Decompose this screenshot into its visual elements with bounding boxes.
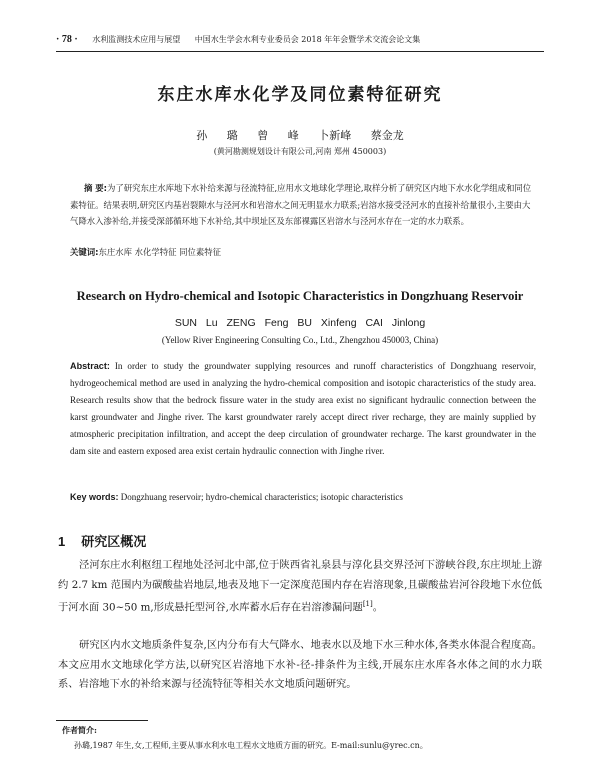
section-title: 研究区概况 [81,535,147,550]
conference-name: 中国水生学会水利专业委员会 2018 年年会暨学术交流会论文集 [194,35,421,44]
section-number: 1 [58,534,66,549]
page-number: · 78 · [56,34,78,45]
header-divider [56,51,544,52]
abstract-en-text: In order to study the groundwater supplying resources and runoff characteristics of Dongzhuang reservoir, hydrogeochemical method are used in analyzing the hydro-chemical composition and isotopic characteristics of the study area. Research results show that the bedrock fissure water in the study area exist no significant hydraulic connection between the karst groundwater and Jinghe river. The karst groundwater rarely accept direct river recharge, they are mainly supplied by atmospheric precipitation infiltration, and accept the deep circulation of groundwater recharge. The karst groundwater in the dam site and eastern exposed area exist certain hydraulic connection with Jinghe river. [70,361,536,456]
abstract-cn [70,180,538,230]
affiliation-en: (Yellow River Engineering Consulting Co., Ltd., Zhengzhou 450003, China) [161,335,439,345]
affiliation: (黄河勘测规划设计有限公司,河南 郑州 450003) [213,147,387,156]
authors: 孙 璐 曾 峰 卜新峰 蔡金龙 [196,129,404,142]
abstract-cn-label: 摘 要: [84,183,108,193]
keywords-en-label: Key words: [70,492,119,502]
body-paragraph-1 [58,556,542,618]
footnote-divider [56,720,148,721]
keywords-cn-label: 关键词: [70,247,99,257]
paragraph-1-end: 。 [372,601,384,614]
abstract-en-label: Abstract: [70,361,110,371]
section-heading [58,531,146,550]
author-footnote: 孙璐,1987 年生,女,工程师,主要从事水利水电工程水文地质方面的研究。E-mail:sunlu@yrec.cn。 [74,741,428,750]
keywords-en-text: Dongzhuang reservoir; hydro-chemical characteristics; isotopic characteristics [120,492,403,502]
paper-title: 东庄水库水化学及同位素特征研究 [157,85,443,105]
body-paragraph-2: 研究区内水文地质条件复杂,区内分布有大气降水、地表水以及地下水三种水体,各类水体混合程度高。本文应用水文地球化学方法,以研究区岩溶地下水补-径-排条件为主线,开展东庄水库各水体之间的水力联系、岩溶地下水的补给来源与径流特征等相关水文地质问题研究。 [58,639,542,690]
abstract-cn-text: 为了研究东庄水库地下水补给来源与径流特征,应用水文地球化学理论,取样分析了研究区内地下水水化学组成和同位素特征。结果表明,研究区内基岩裂隙水与泾河水和岩溶水之间无明显水力联系;岩溶水接受泾河水的直接补给量很小,主要由大气降水入渗补给,并接受深部循环地下水补给,其中坝址区及东部裸露区岩溶水与泾河水存在一定的水力联系。 [70,183,532,226]
keywords-en [70,492,403,502]
paper-title-en: Research on Hydro-chemical and Isotopic Characteristics in Dongzhuang Reservoir [76,289,524,303]
keywords-cn-text: 东庄水库 水化学特征 同位素特征 [98,247,222,257]
citation-ref[interactable]: [1] [362,600,373,608]
running-header [56,34,544,45]
paragraph-1-text: 泾河东庄水利枢纽工程地处泾河北中部,位于陕西省礼泉县与淳化县交界泾河下游峡谷段,东庄坝址上游约 2.7 km 范围内为碳酸盐岩地层,地表及地下一定深度范围内存在岩溶现象,且碳酸盐岩河谷段地下水位低于河水面 30~50 m,形成悬托型河谷,水库蓄水后存在岩溶渗漏问题 [58,559,542,614]
footnote-heading: 作者简介: [62,725,97,735]
journal-name: 水利监测技术应用与展望 [92,35,181,44]
abstract-en [70,358,536,460]
keywords-cn [70,246,221,258]
authors-en: SUN Lu ZENG Feng BU Xinfeng CAI Jinlong [174,317,426,329]
